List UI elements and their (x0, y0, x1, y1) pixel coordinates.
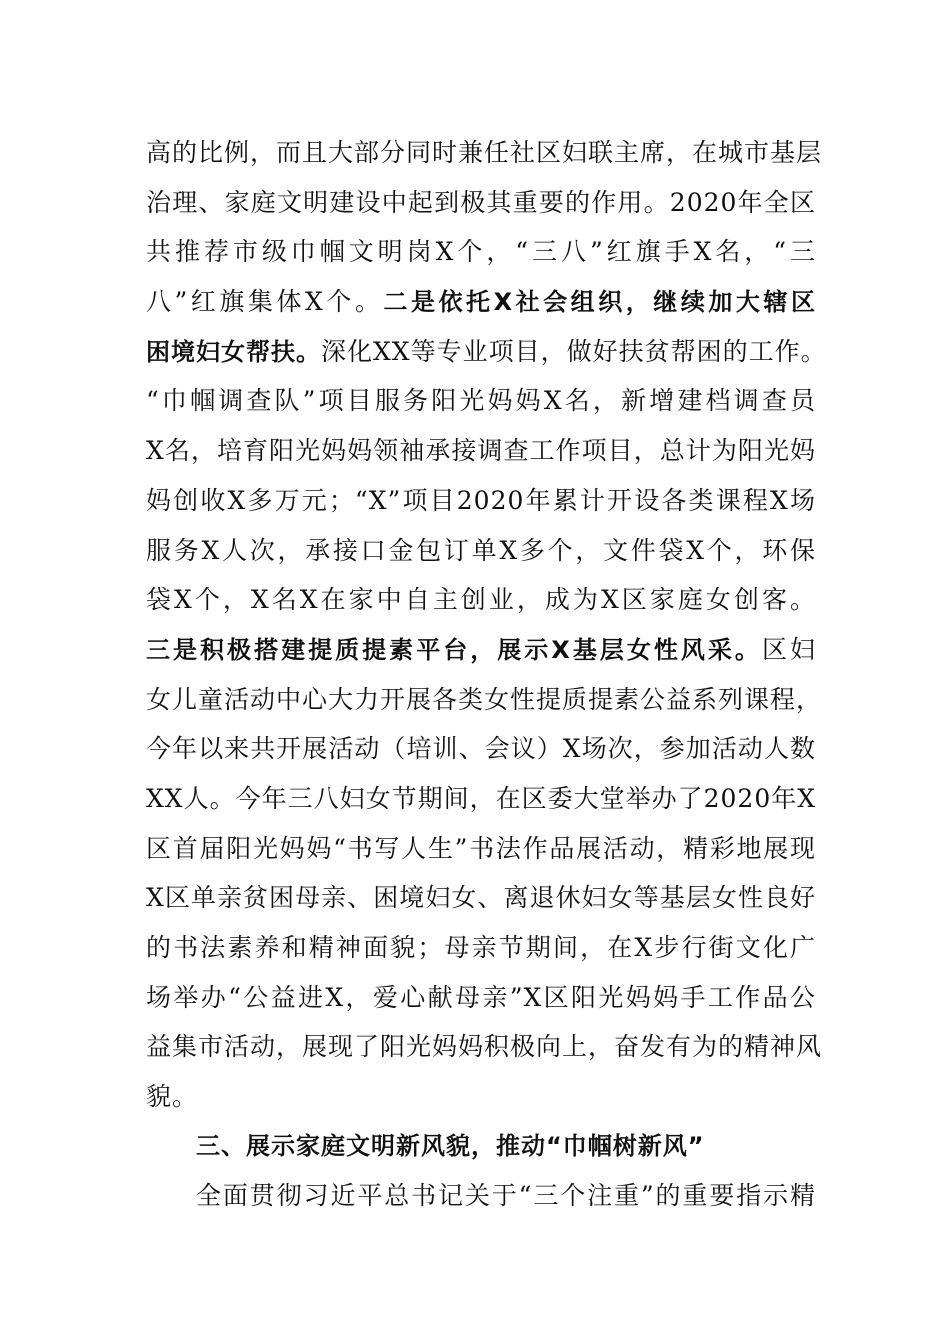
paragraph-line: 服务X人次，承接口金包订单X多个，文件袋X个，环保 (146, 535, 816, 565)
paragraph-line: 的书法素养和精神面貌；母亲节期间，在X步行街文化广 (146, 933, 816, 962)
paragraph-line: X区单亲贫困母亲、困境妇女、离退休妇女等基层女性良好 (146, 883, 816, 913)
paragraph-line: 袋X个，X名X在家中自主创业，成为X区家庭女创客。 (146, 585, 816, 615)
bold-lead-phrase: 三是积极搭建提质提素平台，展示X基层女性风采。 (146, 635, 762, 664)
paragraph-line: 场举办“公益进X，爱心献母亲”X区阳光妈妈手工作品公 (146, 982, 816, 1012)
paragraph-line: 治理、家庭文明建设中起到极其重要的作用。2020年全区 (146, 187, 816, 217)
paragraph-line: “巾帼调查队”项目服务阳光妈妈X名，新增建档调查员 (146, 386, 816, 416)
bold-lead-phrase: 二是依托X社会组织，继续加大辖区 (383, 288, 816, 317)
paragraph-line: 今年以来共开展活动（培训、会议）X场次，参加活动人数 (146, 734, 816, 764)
paragraph-line: 共推荐市级巾帼文明岗X个，“三八”红旗手X名，“三 (146, 237, 816, 267)
paragraph-line: 高的比例，而且大部分同时兼任社区妇联主席，在城市基层 (146, 138, 823, 167)
section-heading: 三、展示家庭文明新风貌，推动“巾帼树新风” (196, 1131, 705, 1160)
paragraph-line: 区首届阳光妈妈“书写人生”书法作品展活动，精彩地展现 (146, 833, 816, 863)
paragraph-line: X名，培育阳光妈妈领袖承接调查工作项目，总计为阳光妈 (146, 436, 816, 466)
paragraph-line: 益集市活动，展现了阳光妈妈积极向上，奋发有为的精神风 (146, 1032, 823, 1062)
paragraph-line: 全面贯彻习近平总书记关于“三个注重”的重要指示精 (196, 1181, 816, 1211)
paragraph-line: XX人。今年三八妇女节期间，在区委大堂举办了2020年X (146, 783, 817, 813)
paragraph-line: 三是积极搭建提质提素平台，展示X基层女性风采。区妇 (146, 634, 816, 664)
paragraph-line: 八”红旗集体X个。二是依托X社会组织，继续加大辖区 (146, 287, 816, 317)
bold-lead-phrase: 困境妇女帮扶。 (146, 337, 321, 366)
paragraph-line: 貌。 (146, 1082, 199, 1112)
paragraph-line: 女儿童活动中心大力开展各类女性提质提素公益系列课程， (146, 684, 823, 714)
paragraph-line: 妈创收X多万元；“X”项目2020年累计开设各类课程X场 (146, 485, 816, 515)
paragraph-line: 困境妇女帮扶。深化XX等专业项目，做好扶贫帮困的工作。 (146, 336, 827, 366)
document-body (146, 128, 827, 1221)
